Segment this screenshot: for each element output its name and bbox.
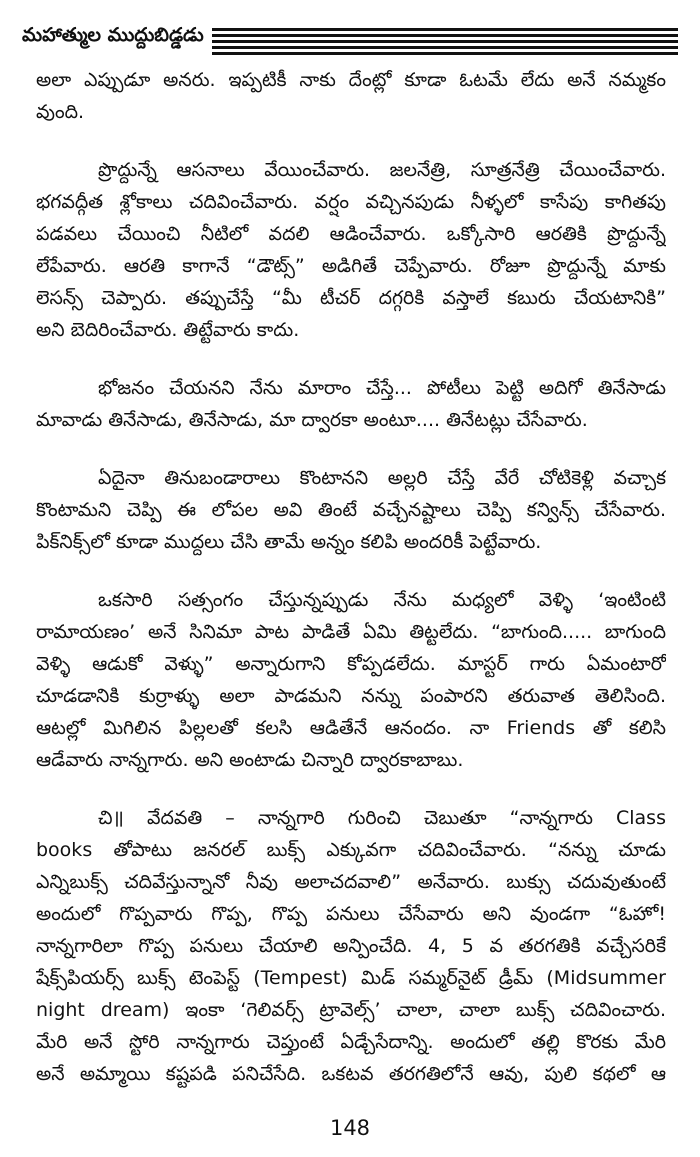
text-line: భగవద్గీత శ్లోకాలు చదివించేవారు. వర్షం వచ్చినపుడు నీళ్ళలో కాసేపు కాగితపు bbox=[36, 191, 666, 213]
text-line: వుంది. bbox=[36, 101, 85, 123]
text-line: నాన్నగారిలా గొప్ప పనులు చేయాలి అన్పించేది. 4, 5 వ తరగతికి వచ్చేసరికే bbox=[36, 935, 666, 957]
paragraph bbox=[36, 584, 666, 776]
text-line: చి॥ వేదవతి – నాన్నగారి గురించి చెబుతూ “నాన్నగారు Class bbox=[98, 807, 666, 829]
text-line: పిక్‌నిక్స్‌లో కూడా ముద్దలు చేసి తామే అన్నం కలిపి అందరికీ పెట్టేవారు. bbox=[36, 531, 542, 553]
text-line: రామాయణం’ అనే సినిమా పాట పాడితే ఏమి తిట్టలేదు. “బాగుంది..... బాగుంది bbox=[36, 621, 666, 643]
text-line: కొంటామని చెప్పి ఈ లోపల అవి తింటే వచ్చేనష్టాలు చెప్పి కన్విన్స్ చేసేవారు. bbox=[36, 499, 666, 521]
text-line: లెసన్స్ చెప్పారు. తప్పుచేస్తే “మీ టీచర్ దగ్గరికి వస్తాలే కబురు చేయటానికి” bbox=[36, 287, 666, 309]
text-line: లేపేవారు. ఆరతి కాగానే “డౌట్స్” అడిగితే చెప్పేవారు. రోజూ ప్రొద్దున్నే మాకు bbox=[36, 255, 666, 277]
paragraph bbox=[36, 372, 666, 436]
paragraph bbox=[36, 462, 666, 558]
running-header bbox=[22, 20, 678, 56]
text-line: అందులో గొప్పవారు గొప్ప, గొప్ప పనులు చేసేవారు అని వుండగా “ఓహో! bbox=[36, 903, 666, 925]
text-line: మేరి అనే స్టోరి నాన్నగారు చెప్తుంటే ఏడ్చేసేదాన్ని. అందులో తల్లి కొరకు మేరి bbox=[36, 1031, 666, 1053]
page-body bbox=[36, 64, 666, 1116]
header-title: మహాత్ముల ముద్దుబిడ్డడు bbox=[22, 24, 204, 46]
text-line: అనే అమ్మాయి కష్టపడి పనిచేసేది. ఒకటవ తరగతిలోనే ఆవు, పులి కథలో ఆ bbox=[36, 1063, 666, 1085]
text-line: ఆడేవారు నాన్నగారు. అని అంటాడు చిన్నారి ద్వారకాబాబు. bbox=[36, 749, 464, 771]
paragraph bbox=[36, 802, 666, 1090]
text-line: ఆటల్లో మిగిలిన పిల్లలతో కలసి ఆడితేనే ఆనందం. నా Friends తో కలిసి bbox=[36, 717, 666, 739]
text-line: పడవలు చేయించి నీటిలో వదలి ఆడించేవారు. ఒక్కోసారి ఆరతికి ప్రొద్దున్నే bbox=[36, 223, 666, 245]
text-line: షేక్స్‌పియర్స్ బుక్స్ టెంపెస్ట్ (Tempest) మిడ్ సమ్మర్‌నైట్ డ్రీమ్ (Midsummer bbox=[36, 967, 666, 989]
text-line: అలా ఎప్పుడూ అనరు. ఇప్పటికీ నాకు దేంట్లో కూడా ఓటమే లేదు అనే నమ్మకం bbox=[36, 69, 666, 91]
header-rules bbox=[212, 28, 678, 58]
text-line: అని బెదిరించేవారు. తిట్టేవారు కాదు. bbox=[36, 319, 300, 341]
text-line: ప్రొద్దున్నే ఆసనాలు వేయించేవారు. జలనేత్రి, సూత్రనేత్రి చేయించేవారు. bbox=[98, 159, 666, 181]
text-line: చూడడానికి కుర్రాళ్ళు అలా పాడమని నన్ను పంపారని తరువాత తెలిసింది. bbox=[36, 685, 666, 707]
text-line: ఎన్నిబుక్స్ చదివేస్తున్నానో నీవు అలాచదవాలి” అనేవారు. బుక్సు చదువుతుంటే bbox=[36, 871, 666, 893]
text-line: night dream) ఇంకా ‘గెలివర్స్ ట్రావెల్స్’ చాలా, చాలా బుక్స్ చదివించారు. bbox=[36, 999, 666, 1021]
text-line: భోజనం చేయనని నేను మారాం చేస్తే... పోటీలు పెట్టి అదిగో తినేసాడు bbox=[98, 377, 666, 399]
page-number: 148 bbox=[329, 1116, 371, 1140]
text-line: ఏదైనా తినుబండారాలు కొంటానని అల్లరి చేస్తే వేరే చోటికెళ్లి వచ్చాక bbox=[98, 467, 666, 489]
text-line: మావాడు తినేసాడు, తినేసాడు, మా ద్వారకా అంటూ.... తినేటట్లు చేసేవారు. bbox=[36, 409, 588, 431]
text-line: ఒకసారి సత్సంగం చేస్తున్నప్పుడు నేను మధ్యలో వెళ్ళి ‘ఇంటింటి bbox=[98, 589, 666, 611]
paragraph bbox=[36, 154, 666, 346]
text-line: వెళ్ళి ఆడుకో వెళ్ళు” అన్నారుగాని కోప్పడలేదు. మాస్టర్ గారు ఏమంటారో bbox=[36, 653, 666, 675]
paragraph bbox=[36, 64, 666, 128]
text-line: books తోపాటు జనరల్ బుక్స్ ఎక్కువగా చదివించేవారు. “నన్ను చూడు bbox=[36, 839, 666, 861]
